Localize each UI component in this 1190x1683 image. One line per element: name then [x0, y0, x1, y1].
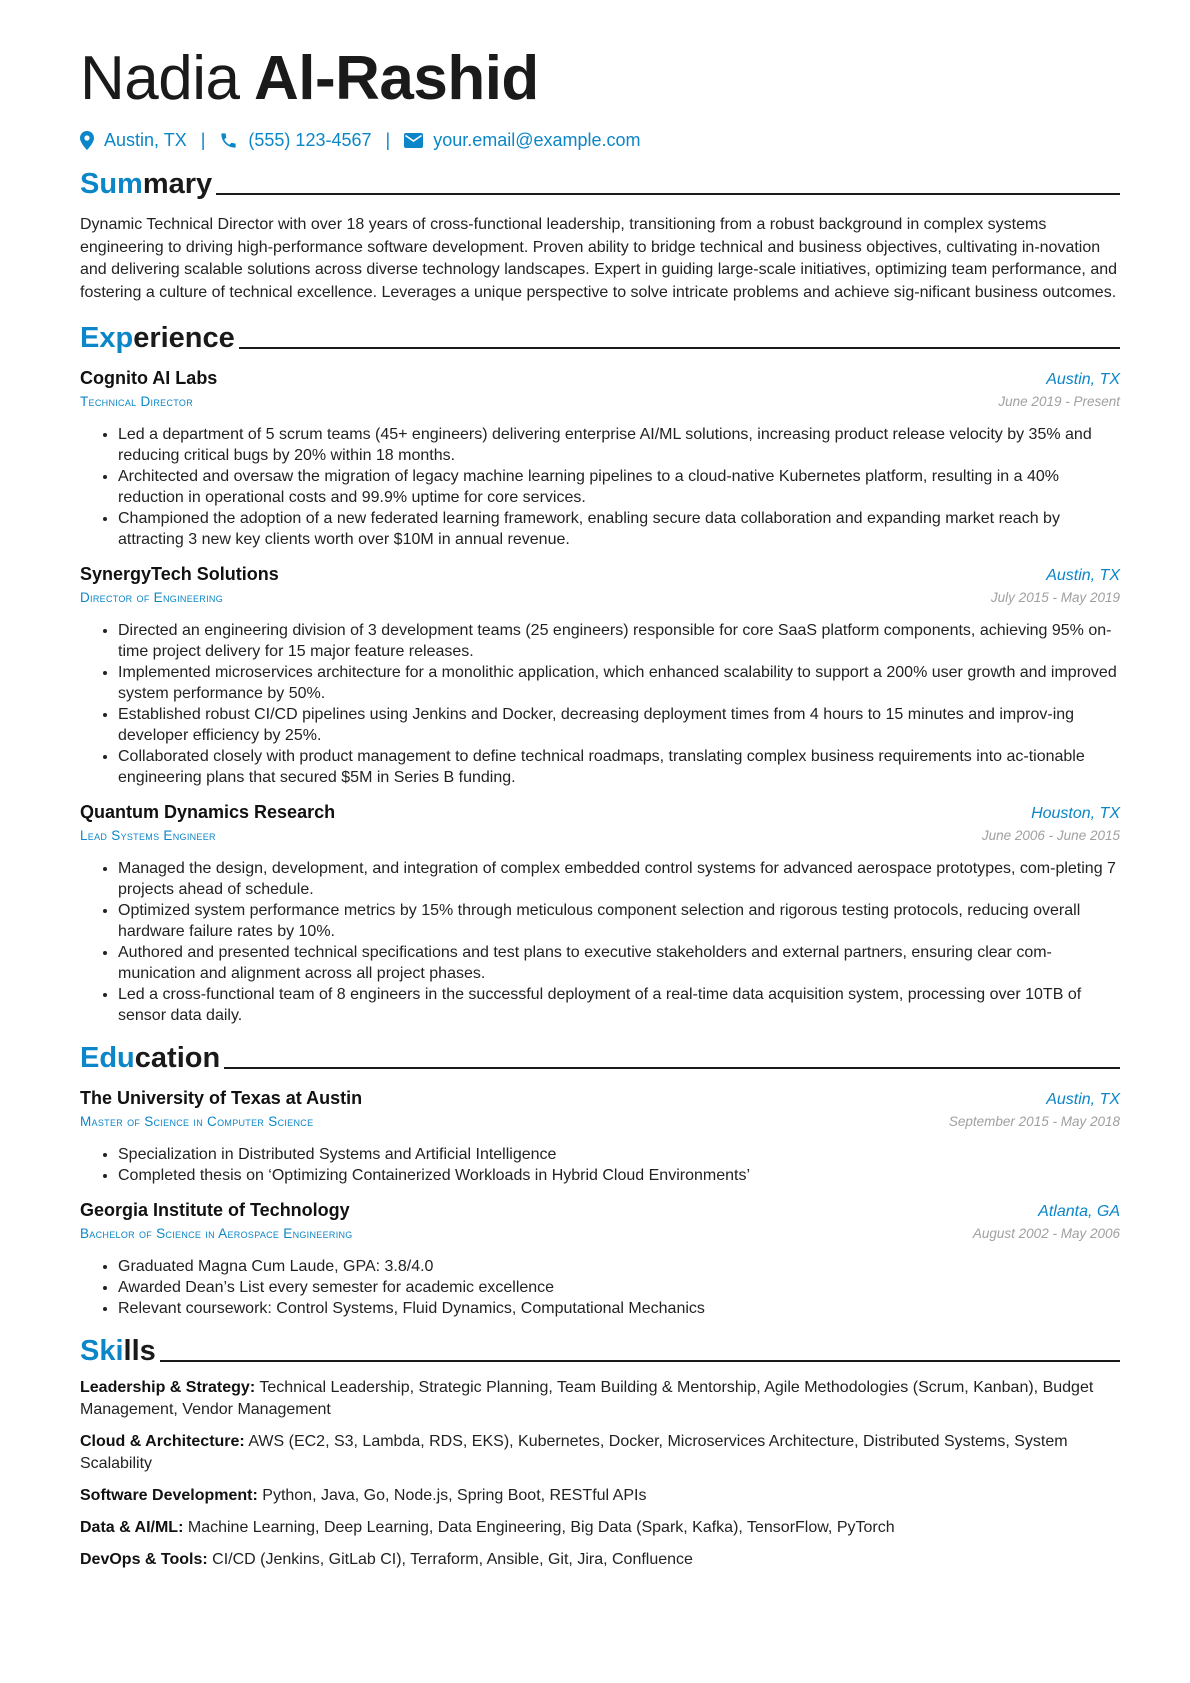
resume-content: [80, 40, 1120, 1581]
entry-location: Houston, TX: [1031, 805, 1120, 822]
bullet-item: • Directed an engineering division of 3 development teams (25 engineers) responsible for core SaaS platform components, achieving 95% on-time project delivery for 15 major feature releases.: [118, 620, 1120, 662]
skill-items: AWS (EC2, S3, Lambda, RDS, EKS), Kubernetes, Docker, Microservices Architecture, Distributed Systems, System Scalability: [80, 1433, 1068, 1472]
entry-dates: July 2015 - May 2019: [990, 590, 1120, 605]
entry-location: Austin, TX: [1046, 567, 1120, 584]
skill-items: Machine Learning, Deep Learning, Data Engineering, Big Data (Spark, Kafka), TensorFlow, PyTorch: [187, 1519, 895, 1536]
bullet-list: [80, 1256, 1120, 1319]
section-title: Experience: [80, 322, 235, 354]
skill-items: Technical Leadership, Strategic Planning, Team Building & Mentorship, Agile Methodologies (Scrum, Kanban), Budget Management, Vendor Management: [80, 1379, 1094, 1418]
bullet-item: • Awarded Dean’s List every semester for academic excellence: [118, 1277, 1120, 1298]
role-title: Director of Engineering: [80, 590, 223, 605]
bullet-item: • Led a department of 5 scrum teams (45+ engineers) delivering enterprise AI/ML solutions, increasing product release velocity by 35% and reducing critical bugs by 20% within 18 months.: [118, 424, 1120, 466]
phone-text: (555) 123-4567: [248, 129, 372, 150]
role-title: Lead Systems Engineer: [80, 828, 216, 843]
education-heading: [80, 1038, 1120, 1074]
envelope-icon: [404, 133, 423, 148]
degree: Master of Science in Computer Science: [80, 1114, 314, 1129]
summary-text: Dynamic Technical Director with over 18 years of cross-functional leadership, transitioning from a robust background in complex systems engineering to driving high-performance software development. Proven ability to bridge technical and business objectives, cultivating in-novation and delivering scalable solutions across diverse technology landscapes. Expert in guiding large-scale initiatives, optimizing team performance, and fostering a culture of technical excellence. Leverages a unique perspective to solve intricate problems and achieve sig-nificant business outcomes.: [80, 216, 1118, 301]
candidate-name: [80, 40, 1120, 118]
contact-phone: [219, 130, 371, 151]
section-title: Summary: [80, 168, 213, 200]
section-rule: [239, 347, 1120, 349]
institution: Georgia Institute of Technology: [80, 1200, 350, 1220]
entry-dates: September 2015 - May 2018: [948, 1114, 1120, 1129]
skills-heading: [80, 1331, 1120, 1367]
bullet-item: • Specialization in Distributed Systems and Artificial Intelligence: [118, 1144, 1120, 1165]
skill-category: Leadership & Strategy:: [80, 1379, 256, 1396]
organization: Cognito AI Labs: [80, 368, 218, 388]
section-rule: [216, 193, 1120, 195]
organization: SynergyTech Solutions: [80, 564, 279, 584]
bullet-list: [80, 858, 1120, 1026]
skill-items: CI/CD (Jenkins, GitLab CI), Terraform, Ansible, Git, Jira, Confluence: [212, 1551, 693, 1568]
institution: The University of Texas at Austin: [80, 1088, 363, 1108]
bullet-item: • Relevant coursework: Control Systems, Fluid Dynamics, Computational Mechanics: [118, 1298, 1120, 1319]
bullet-item: • Established robust CI/CD pipelines using Jenkins and Docker, decreasing deployment times from 4 hours to 15 minutes and improv-ing developer efficiency by 25%.: [118, 704, 1120, 746]
skill-row: [80, 1517, 1120, 1539]
skill-row: [80, 1431, 1120, 1475]
entry-dates: June 2019 - Present: [998, 394, 1120, 409]
education-entry: [80, 1086, 1120, 1186]
last-name: Al-Rashid: [253, 44, 539, 113]
bullet-item: • Graduated Magna Cum Laude, GPA: 3.8/4.0: [118, 1256, 1120, 1277]
section-rule: [160, 1360, 1120, 1362]
bullet-item: • Managed the design, development, and integration of complex embedded control systems for advanced aerospace prototypes, com-pleting 7 projects ahead of schedule.: [118, 858, 1120, 900]
skill-category: Software Development:: [80, 1487, 258, 1504]
experience-entry: [80, 366, 1120, 550]
bullet-item: • Completed thesis on ‘Optimizing Containerized Workloads in Hybrid Cloud Environments’: [118, 1165, 1120, 1186]
bullet-item: • Led a cross-functional team of 8 engineers in the successful deployment of a real-time data acquisition system, processing over 10TB of sensor data daily.: [118, 984, 1120, 1026]
bullet-list: [80, 424, 1120, 550]
skills-list: [80, 1377, 1120, 1571]
skill-category: Data & AI/ML:: [80, 1519, 184, 1536]
experience-entry: [80, 800, 1120, 1026]
location-text: Austin, TX: [104, 129, 187, 150]
experience-entry: [80, 562, 1120, 788]
skill-row: [80, 1485, 1120, 1507]
bullet-item: • Optimized system performance metrics by 15% through meticulous component selection and rigorous testing protocols, reducing overall hardware failure rates by 10%.: [118, 900, 1120, 942]
skill-row: [80, 1549, 1120, 1571]
skill-category: DevOps & Tools:: [80, 1551, 208, 1568]
bullet-list: [80, 1144, 1120, 1186]
contact-bar: [80, 128, 1120, 152]
map-pin-icon: [80, 131, 94, 150]
section-title: Skills: [80, 1335, 156, 1367]
contact-email: [404, 130, 640, 151]
email-link[interactable]: your.email@example.com: [433, 129, 641, 150]
bullet-item: • Authored and presented technical specifications and test plans to executive stakeholders and external partners, ensuring clear com-munication and alignment across all project phases.: [118, 942, 1120, 984]
bullet-item: • Architected and oversaw the migration of legacy machine learning pipelines to a cloud-native Kubernetes platform, resulting in a 40% reduction in operational costs and 99.9% uptime for core services.: [118, 466, 1120, 508]
skill-row: [80, 1377, 1120, 1421]
contact-separator: |: [200, 129, 206, 150]
skill-items: Python, Java, Go, Node.js, Spring Boot, RESTful APIs: [262, 1487, 647, 1504]
entry-dates: June 2006 - June 2015: [981, 828, 1120, 843]
bullet-item: • Implemented microservices architecture for a monolithic application, which enhanced scalability to support a 200% user growth and improved system performance by 50%.: [118, 662, 1120, 704]
summary-heading: [80, 164, 1120, 200]
entry-location: Atlanta, GA: [1038, 1203, 1120, 1220]
entry-dates: August 2002 - May 2006: [972, 1226, 1120, 1241]
section-rule: [224, 1067, 1120, 1069]
bullet-item: • Collaborated closely with product management to define technical roadmaps, translating complex business requirements into ac-tionable engineering plans that secured $5M in Series B funding.: [118, 746, 1120, 788]
entry-location: Austin, TX: [1046, 1091, 1120, 1108]
organization: Quantum Dynamics Research: [80, 802, 336, 822]
contact-separator: |: [385, 129, 391, 150]
first-name: Nadia: [80, 44, 240, 113]
education-entry: [80, 1198, 1120, 1319]
bullet-item: • Championed the adoption of a new federated learning framework, enabling secure data collaboration and expanding market reach by attracting 3 new key clients worth over $10M in annual revenue.: [118, 508, 1120, 550]
experience-heading: [80, 318, 1120, 354]
role-title: Technical Director: [80, 394, 193, 409]
entry-location: Austin, TX: [1046, 371, 1120, 388]
phone-icon: [219, 131, 238, 150]
degree: Bachelor of Science in Aerospace Engineering: [80, 1226, 353, 1241]
contact-location: [80, 130, 187, 151]
section-title: Education: [80, 1042, 221, 1074]
bullet-list: [80, 620, 1120, 788]
skill-category: Cloud & Architecture:: [80, 1433, 245, 1450]
